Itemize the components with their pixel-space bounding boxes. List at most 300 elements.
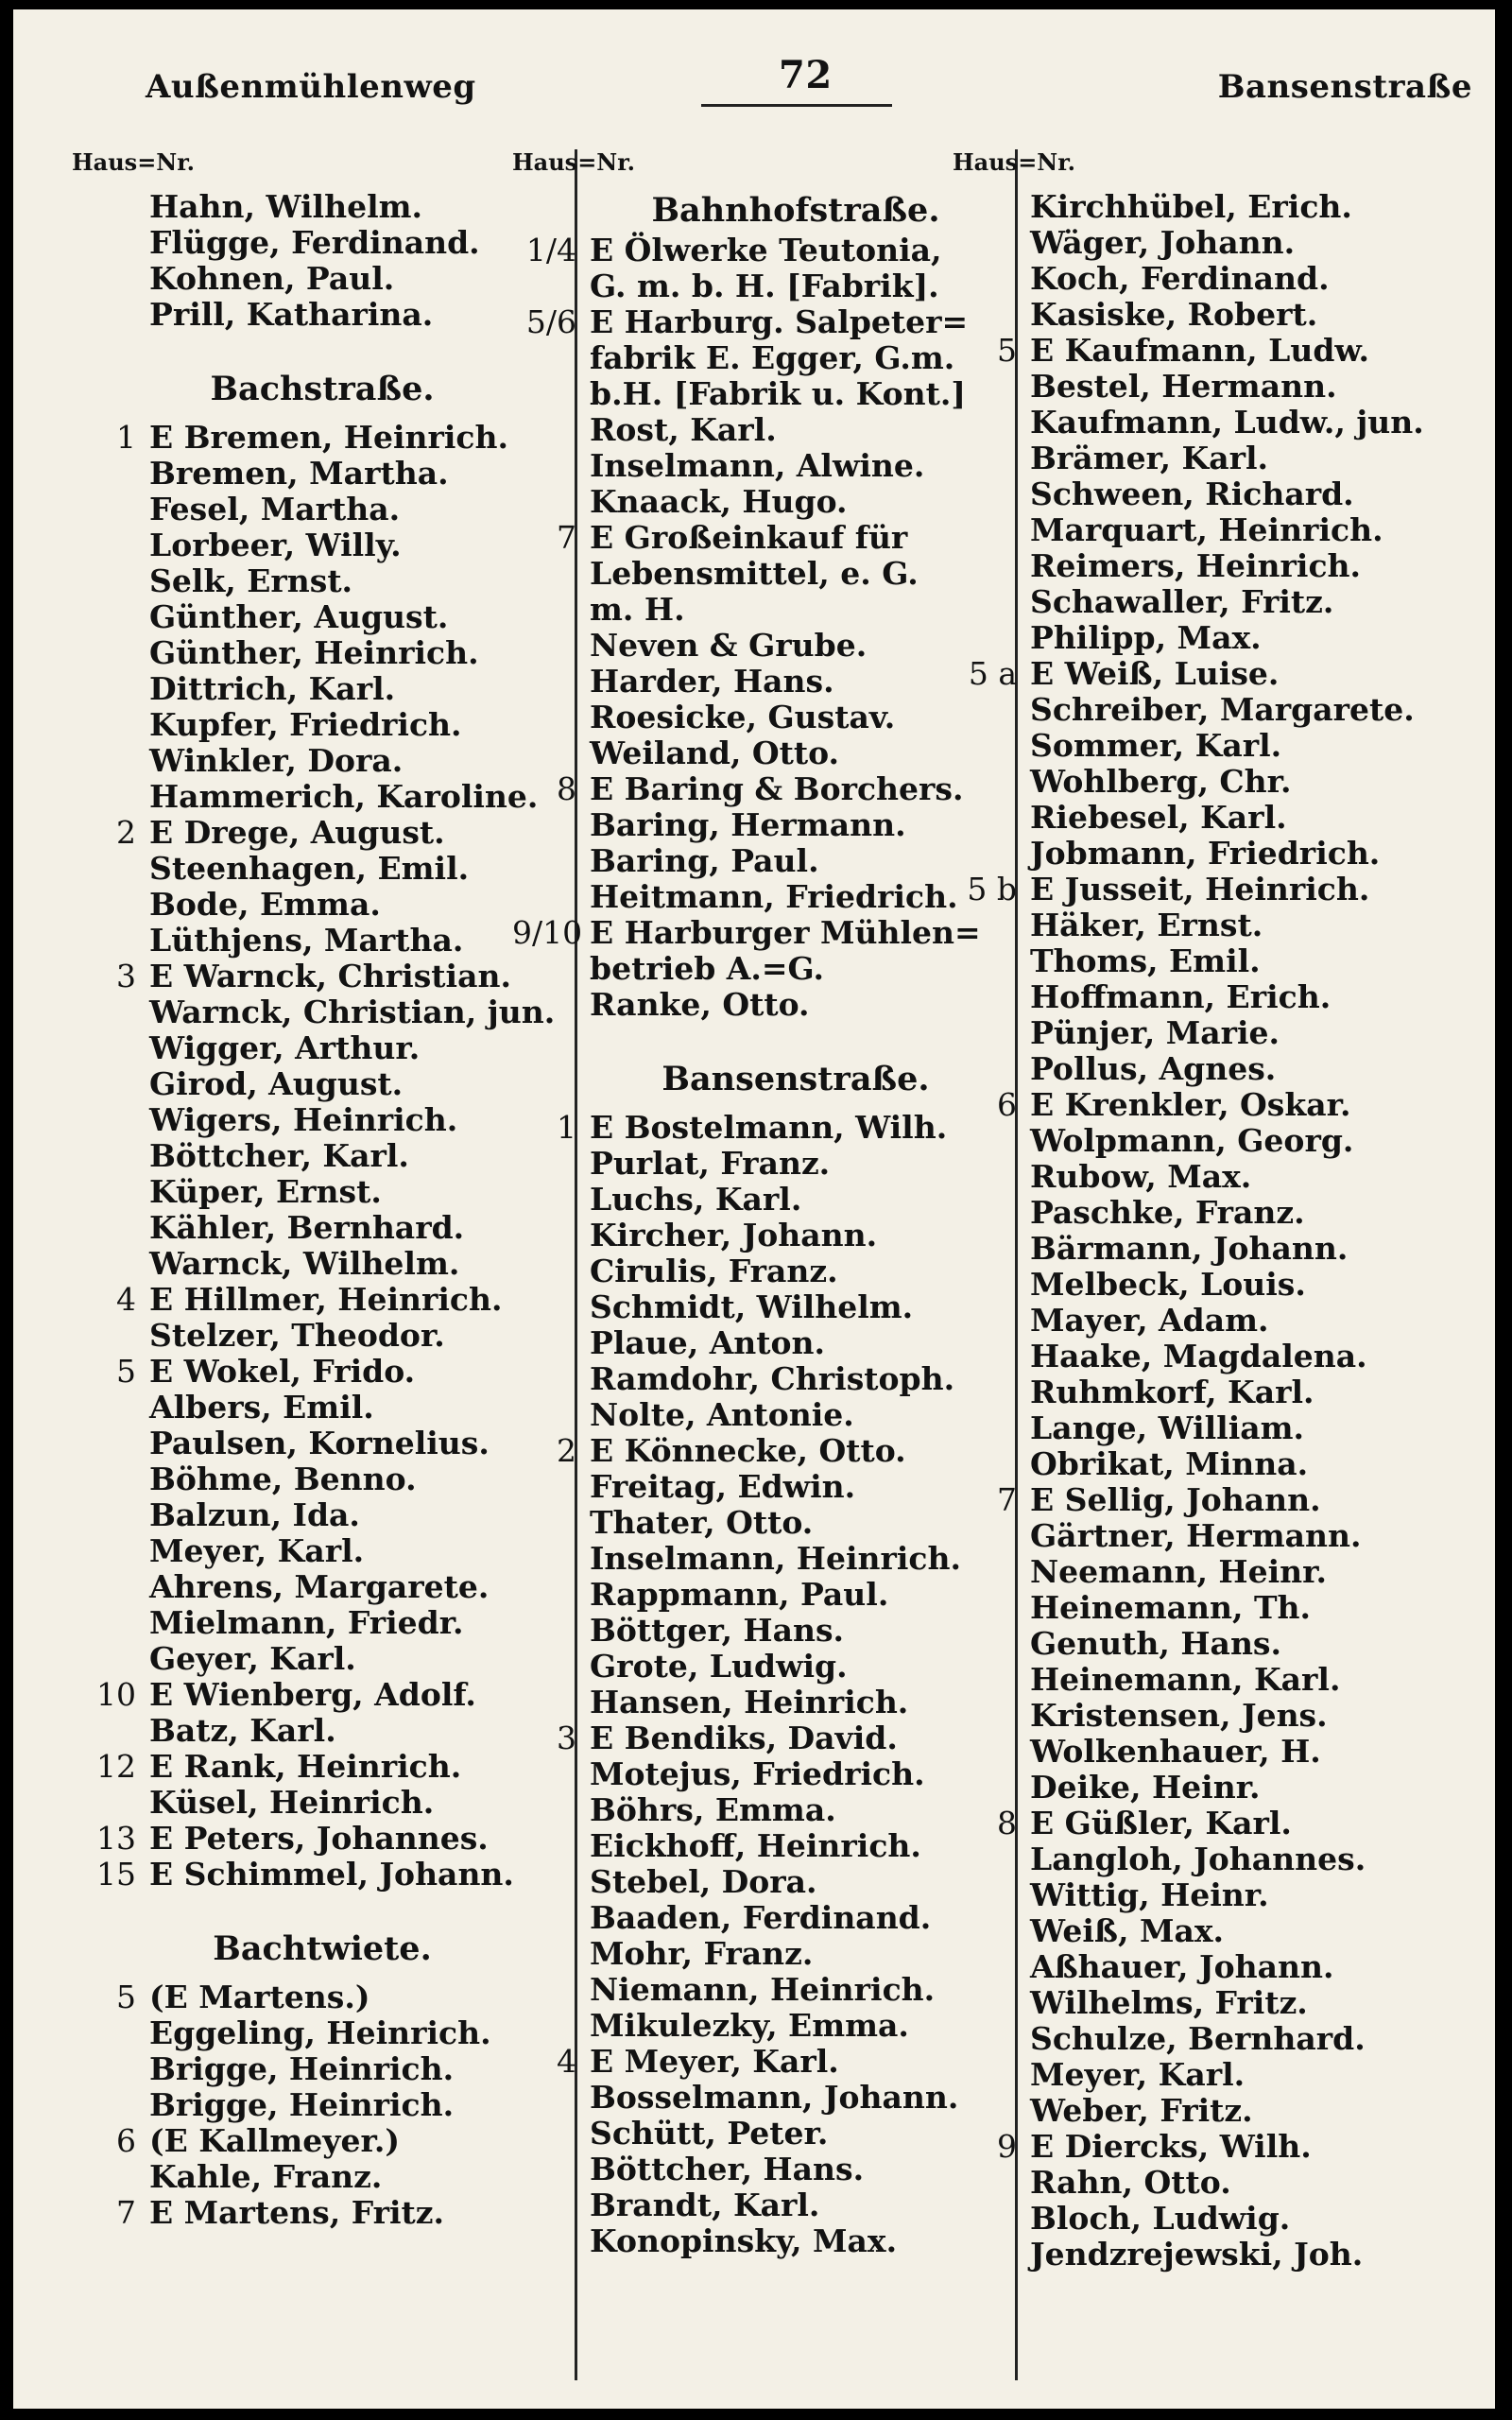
list-item: [72, 923, 573, 959]
resident-name: Inselmann, Alwine.: [590, 447, 925, 484]
list-item: [72, 1605, 573, 1641]
resident-name: Bosselmann, Johann.: [590, 2079, 959, 2116]
list-item: [1019, 1159, 1484, 1195]
list-item: [1019, 1949, 1484, 1985]
list-item: [1019, 297, 1484, 333]
resident-name: Langloh, Johannes.: [1030, 1841, 1366, 1877]
resident-name: fabrik E. Egger, G.m.: [590, 339, 955, 376]
list-item: [72, 1497, 573, 1533]
list-item: [72, 1174, 573, 1210]
list-item: [1019, 1913, 1484, 1949]
list-item: [1019, 692, 1484, 728]
list-item: [578, 1756, 1013, 1792]
list-item: [578, 340, 1013, 376]
resident-name: Küper, Ernst.: [149, 1173, 382, 1210]
resident-name: Küsel, Heinrich.: [149, 1784, 435, 1821]
list-item: [578, 1828, 1013, 1864]
resident-name: Kahle, Franz.: [149, 2158, 383, 2195]
resident-name: Thater, Otto.: [590, 1504, 814, 1541]
resident-name: Kupfer, Friedrich.: [149, 706, 462, 743]
resident-name: Kircher, Johann.: [590, 1217, 878, 1253]
list-item: [1019, 1626, 1484, 1662]
resident-name: Kaufmann, Ludw., jun.: [1030, 404, 1424, 441]
resident-name: Paulsen, Kornelius.: [149, 1425, 490, 1461]
resident-name: Brigge, Heinrich.: [149, 2050, 455, 2087]
list-item: [578, 1649, 1013, 1685]
list-item: [578, 879, 1013, 915]
list-item: [578, 2187, 1013, 2223]
list-item: [72, 1282, 573, 1318]
resident-name: Schween, Richard.: [1030, 475, 1354, 512]
resident-name: E Krenkler, Oskar.: [1030, 1086, 1351, 1123]
list-item: [1019, 1590, 1484, 1626]
list-item: [1019, 476, 1484, 512]
resident-name: E Warnck, Christian.: [149, 958, 511, 994]
list-item: [1019, 1518, 1484, 1554]
list-item: [72, 851, 573, 887]
list-item: [72, 1857, 573, 1893]
resident-name: Grote, Ludwig.: [590, 1648, 848, 1685]
list-item: [1019, 1446, 1484, 1482]
list-item: [997, 1805, 1484, 1841]
list-item: [578, 2008, 1013, 2044]
house-number: 8: [557, 770, 576, 807]
resident-name: Heitmann, Friedrich.: [590, 878, 958, 915]
list-item: [578, 1146, 1013, 1182]
resident-name: E Großeinkauf für: [590, 519, 908, 556]
resident-name: Kasiske, Robert.: [1030, 296, 1318, 333]
list-item: [1019, 800, 1484, 836]
list-item: [72, 225, 573, 261]
list-item: [72, 1426, 573, 1461]
resident-name: Deike, Heinr.: [1030, 1769, 1261, 1806]
header-right-street: Bansenstraße: [1217, 68, 1472, 106]
resident-name: Eggeling, Heinrich.: [149, 2014, 491, 2051]
list-item: [1019, 369, 1484, 405]
list-item: [578, 1361, 1013, 1397]
resident-name: E Weiß, Luise.: [1030, 655, 1280, 692]
list-item: [578, 735, 1013, 771]
list-item: [578, 1936, 1013, 1972]
house-number: 5: [116, 1979, 136, 2015]
list-item: [578, 592, 1013, 628]
list-item: [578, 1182, 1013, 1218]
resident-name: Ahrens, Margarete.: [149, 1568, 490, 1605]
directory-page: [13, 9, 1495, 2409]
list-item: [72, 671, 573, 707]
resident-name: Rappmann, Paul.: [590, 1576, 889, 1613]
resident-name: Heinemann, Th.: [1030, 1589, 1311, 1626]
resident-name: Kirchhübel, Erich.: [1030, 188, 1352, 225]
resident-name: Pünjer, Marie.: [1030, 1014, 1280, 1051]
list-item: [1019, 764, 1484, 800]
resident-name: E Hillmer, Heinrich.: [149, 1281, 503, 1318]
resident-name: (E Martens.): [149, 1979, 370, 2015]
list-item: [72, 261, 573, 297]
resident-name: Bärmann, Johann.: [1030, 1230, 1349, 1267]
resident-name: Wittig, Heinr.: [1030, 1876, 1269, 1913]
list-item: [1019, 943, 1484, 979]
resident-name: Hoffmann, Erich.: [1030, 978, 1332, 1015]
resident-name: Gärtner, Hermann.: [1030, 1517, 1362, 1554]
resident-name: Stebel, Dora.: [590, 1863, 817, 1900]
list-item: [72, 527, 573, 563]
resident-name: Purlat, Franz.: [590, 1145, 831, 1182]
list-item: [578, 2080, 1013, 2116]
list-item: [72, 456, 573, 492]
list-item: [72, 887, 573, 923]
list-item: [578, 1972, 1013, 2008]
list-item: [72, 1533, 573, 1569]
list-item: [1019, 441, 1484, 476]
list-item: [997, 1086, 1484, 1123]
column-header: Haus=Nr.: [512, 148, 636, 176]
list-item: [1019, 2237, 1484, 2273]
list-item: [578, 951, 1013, 987]
house-number: 3: [116, 958, 136, 994]
list-item: [557, 1109, 1013, 1146]
resident-name: Warnck, Christian, jun.: [149, 994, 556, 1030]
list-item: [72, 1821, 573, 1857]
resident-name: Wohlberg, Chr.: [1030, 763, 1292, 800]
list-item: [72, 779, 573, 815]
resident-name: Bestel, Hermann.: [1030, 368, 1337, 405]
house-number: 2: [116, 814, 136, 851]
list-item: [1019, 1698, 1484, 1734]
list-item: [578, 2116, 1013, 2152]
column-2: [512, 149, 1013, 2259]
resident-name: Weiß, Max.: [1030, 1912, 1225, 1949]
resident-name: E Rank, Heinrich.: [149, 1748, 462, 1785]
resident-name: Baring, Paul.: [590, 842, 819, 879]
resident-name: Kohnen, Paul.: [149, 260, 395, 297]
list-item: [578, 1469, 1013, 1505]
resident-name: Lange, William.: [1030, 1409, 1305, 1446]
list-item: [72, 1066, 573, 1102]
resident-name: E Meyer, Karl.: [590, 2043, 839, 2080]
list-item: [1019, 2093, 1484, 2129]
list-item: [578, 1505, 1013, 1541]
resident-name: Ruhmkorf, Karl.: [1030, 1374, 1314, 1410]
list-item: [72, 599, 573, 635]
list-item: [1019, 1410, 1484, 1446]
list-item: [578, 1218, 1013, 1253]
resident-name: b.H. [Fabrik u. Kont.]: [590, 375, 966, 412]
list-item: [72, 1318, 573, 1354]
resident-name: E Schimmel, Johann.: [149, 1856, 514, 1893]
list-item: [1019, 405, 1484, 441]
resident-name: E Baring & Borchers.: [590, 770, 964, 807]
list-item: [578, 412, 1013, 448]
resident-name: Steenhagen, Emil.: [149, 850, 470, 887]
resident-name: Jendzrejewski, Joh.: [1030, 2236, 1364, 2273]
list-item: [578, 1864, 1013, 1900]
list-item: [578, 700, 1013, 735]
resident-name: Freitag, Edwin.: [590, 1468, 856, 1505]
list-item: [578, 1289, 1013, 1325]
resident-name: Motejus, Friedrich.: [590, 1755, 925, 1792]
page-number: 72: [779, 53, 833, 97]
list-item: [578, 2152, 1013, 2187]
resident-name: Wigers, Heinrich.: [149, 1101, 458, 1138]
list-item: [557, 770, 1013, 807]
list-item: [1019, 1123, 1484, 1159]
resident-name: Rahn, Otto.: [1030, 2164, 1231, 2201]
list-item: [72, 1713, 573, 1749]
list-item: [578, 1900, 1013, 1936]
resident-name: Thoms, Emil.: [1030, 942, 1261, 979]
resident-name: Reimers, Heinrich.: [1030, 547, 1362, 584]
list-item: [578, 2223, 1013, 2259]
house-number: 10: [96, 1676, 136, 1713]
resident-name: Albers, Emil.: [149, 1389, 374, 1426]
list-item: [72, 1677, 573, 1713]
house-number: 9/10: [512, 914, 583, 951]
resident-name: Melbeck, Louis.: [1030, 1266, 1306, 1303]
list-item: [72, 1030, 573, 1066]
resident-name: Bremen, Martha.: [149, 455, 449, 492]
resident-name: Mayer, Adam.: [1030, 1302, 1269, 1339]
resident-name: Warnck, Wilhelm.: [149, 1245, 460, 1282]
header-left-street: Außenmühlenweg: [146, 68, 476, 106]
resident-name: Flügge, Ferdinand.: [149, 224, 480, 261]
resident-name: Luchs, Karl.: [590, 1181, 802, 1218]
resident-name: Dittrich, Karl.: [149, 670, 396, 707]
list-item: [997, 332, 1484, 369]
list-item: [1019, 728, 1484, 764]
resident-name: Ranke, Otto.: [590, 986, 810, 1023]
resident-name: Hammerich, Karoline.: [149, 778, 539, 815]
resident-name: Stelzer, Theodor.: [149, 1317, 445, 1354]
list-item: [72, 1749, 573, 1785]
house-number: 15: [96, 1856, 136, 1893]
street-heading: Bachtwiete.: [213, 1929, 432, 1968]
list-item: [1019, 836, 1484, 872]
list-item: [1019, 1734, 1484, 1770]
list-item: [512, 914, 1013, 951]
resident-name: Meyer, Karl.: [1030, 2056, 1246, 2093]
list-item: [72, 1354, 573, 1390]
list-item: [72, 1979, 573, 2015]
list-item: [1019, 1770, 1484, 1806]
resident-name: Aßhauer, Johann.: [1030, 1948, 1334, 1985]
house-number: 1/4: [525, 232, 576, 268]
list-item: [525, 303, 1013, 340]
list-item: [72, 420, 573, 456]
resident-name: Meyer, Karl.: [149, 1532, 365, 1569]
list-item: [72, 743, 573, 779]
list-item: [967, 871, 1484, 908]
list-item: [557, 519, 1013, 556]
column-header: Haus=Nr.: [72, 148, 196, 176]
resident-name: Plaue, Anton.: [590, 1324, 826, 1361]
list-item: [72, 2051, 573, 2087]
resident-name: E Bendiks, David.: [590, 1720, 898, 1756]
house-number: 4: [116, 1281, 136, 1318]
list-item: [72, 1102, 573, 1138]
street-heading: Bansenstraße.: [662, 1060, 930, 1098]
list-item: [72, 563, 573, 599]
resident-name: Cirulis, Franz.: [590, 1253, 838, 1289]
list-item: [578, 664, 1013, 700]
house-number: 1: [557, 1109, 576, 1146]
resident-name: E Güßler, Karl.: [1030, 1805, 1292, 1841]
column-1: [72, 149, 573, 2231]
list-item: [1019, 979, 1484, 1015]
resident-name: Brämer, Karl.: [1030, 440, 1269, 476]
list-item: [1019, 2021, 1484, 2057]
list-item: [578, 1253, 1013, 1289]
list-item: [72, 815, 573, 851]
resident-name: E Jusseit, Heinrich.: [1030, 871, 1370, 908]
resident-name: Wäger, Johann.: [1030, 224, 1296, 261]
list-item: [578, 1577, 1013, 1613]
resident-name: Baaden, Ferdinand.: [590, 1899, 932, 1936]
list-item: [578, 628, 1013, 664]
resident-name: Genuth, Hans.: [1030, 1625, 1281, 1662]
resident-name: Böttcher, Karl.: [149, 1137, 409, 1174]
resident-name: Lüthjens, Martha.: [149, 922, 464, 959]
resident-name: Bode, Emma.: [149, 886, 381, 923]
list-item: [1019, 1195, 1484, 1231]
list-item: [72, 189, 573, 225]
list-item: [1019, 1985, 1484, 2021]
list-item: [557, 1432, 1013, 1469]
resident-name: Haake, Magdalena.: [1030, 1338, 1367, 1374]
resident-name: Brigge, Heinrich.: [149, 2086, 455, 2123]
list-item: [1019, 1374, 1484, 1410]
list-item: [557, 1720, 1013, 1756]
resident-name: Böttger, Hans.: [590, 1612, 845, 1649]
list-item: [72, 1569, 573, 1605]
house-number: 12: [96, 1748, 136, 1785]
resident-name: E Diercks, Wilh.: [1030, 2128, 1312, 2165]
resident-name: Wilhelms, Fritz.: [1030, 1984, 1308, 2021]
resident-name: Weiland, Otto.: [590, 735, 840, 771]
list-item: [578, 556, 1013, 592]
house-number: 6: [997, 1086, 1017, 1123]
resident-name: Schulze, Bernhard.: [1030, 2020, 1366, 2057]
list-item: [1019, 512, 1484, 548]
list-item: [997, 1481, 1484, 1518]
list-item: [72, 1210, 573, 1246]
resident-name: Philipp, Max.: [1030, 619, 1262, 656]
resident-name: Nolte, Antonie.: [590, 1396, 854, 1433]
resident-name: E Peters, Johannes.: [149, 1820, 489, 1857]
house-number: 1: [116, 419, 136, 456]
list-item: [578, 843, 1013, 879]
list-item: [1019, 1231, 1484, 1267]
resident-name: Lorbeer, Willy.: [149, 527, 402, 563]
resident-name: Sommer, Karl.: [1030, 727, 1282, 764]
list-item: [997, 2128, 1484, 2165]
resident-name: Knaack, Hugo.: [590, 483, 848, 520]
resident-name: Neemann, Heinr.: [1030, 1553, 1327, 1590]
list-item: [578, 1792, 1013, 1828]
list-item: [72, 2123, 573, 2159]
resident-name: Wigger, Arthur.: [149, 1029, 421, 1066]
list-item: [1019, 548, 1484, 584]
list-item: [72, 1246, 573, 1282]
house-number: 5 a: [968, 655, 1017, 692]
list-item: [1019, 1303, 1484, 1339]
list-item: [1019, 1877, 1484, 1913]
resident-name: Jobmann, Friedrich.: [1030, 835, 1381, 872]
list-item: [1019, 1841, 1484, 1877]
resident-name: Baring, Hermann.: [590, 806, 906, 843]
resident-name: Balzun, Ida.: [149, 1496, 360, 1533]
house-number: 3: [557, 1720, 576, 1756]
resident-name: Koch, Ferdinand.: [1030, 260, 1330, 297]
resident-name: Konopinsky, Max.: [590, 2222, 898, 2259]
resident-name: Bloch, Ludwig.: [1030, 2200, 1291, 2237]
list-item: [72, 959, 573, 994]
resident-name: Günther, August.: [149, 598, 449, 635]
house-number: 5 b: [967, 871, 1017, 908]
resident-name: E Ölwerke Teutonia,: [590, 232, 942, 268]
house-number: 7: [116, 2194, 136, 2231]
resident-name: E Bremen, Heinrich.: [149, 419, 508, 456]
list-item: [578, 1613, 1013, 1649]
list-item: [1019, 1662, 1484, 1698]
resident-name: Mielmann, Friedr.: [149, 1604, 464, 1641]
resident-name: betrieb A.=G.: [590, 950, 825, 987]
list-item: [72, 1785, 573, 1821]
resident-name: Günther, Heinrich.: [149, 634, 479, 671]
house-number: 2: [557, 1432, 576, 1469]
list-item: [72, 2195, 573, 2231]
resident-name: Prill, Katharina.: [149, 296, 434, 333]
resident-name: E Bostelmann, Wilh.: [590, 1109, 948, 1146]
list-item: [72, 1641, 573, 1677]
resident-name: Böhrs, Emma.: [590, 1791, 836, 1828]
resident-name: Schütt, Peter.: [590, 2115, 829, 2152]
list-item: [1019, 2165, 1484, 2201]
list-item: [72, 2015, 573, 2051]
resident-name: Häker, Ernst.: [1030, 907, 1263, 943]
street-heading: Bachstraße.: [210, 370, 435, 408]
list-item: [72, 707, 573, 743]
resident-name: Winkler, Dora.: [149, 742, 404, 779]
list-item: [1019, 261, 1484, 297]
resident-name: Kristensen, Jens.: [1030, 1697, 1328, 1734]
resident-name: Hansen, Heinrich.: [590, 1684, 909, 1720]
resident-name: Geyer, Karl.: [149, 1640, 356, 1677]
resident-name: Böttcher, Hans.: [590, 2151, 865, 2187]
resident-name: E Harburg. Salpeter=: [590, 303, 969, 340]
house-number: 13: [96, 1820, 136, 1857]
resident-name: Fesel, Martha.: [149, 491, 401, 527]
resident-name: E Sellig, Johann.: [1030, 1481, 1321, 1518]
list-item: [72, 492, 573, 527]
list-item: [72, 994, 573, 1030]
resident-name: Schreiber, Margarete.: [1030, 691, 1415, 728]
list-item: [1019, 908, 1484, 943]
resident-name: G. m. b. H. [Fabrik].: [590, 268, 939, 304]
resident-name: Mikulezky, Emma.: [590, 2007, 909, 2044]
list-item: [1019, 620, 1484, 656]
resident-name: Girod, August.: [149, 1065, 404, 1102]
resident-name: Eickhoff, Heinrich.: [590, 1827, 921, 1864]
list-item: [578, 484, 1013, 520]
list-item: [578, 268, 1013, 304]
resident-name: Paschke, Franz.: [1030, 1194, 1305, 1231]
resident-name: Rost, Karl.: [590, 411, 777, 448]
resident-name: E Wienberg, Adolf.: [149, 1676, 476, 1713]
list-item: [1019, 1339, 1484, 1374]
list-item: [1019, 189, 1484, 225]
resident-name: Batz, Karl.: [149, 1712, 336, 1749]
